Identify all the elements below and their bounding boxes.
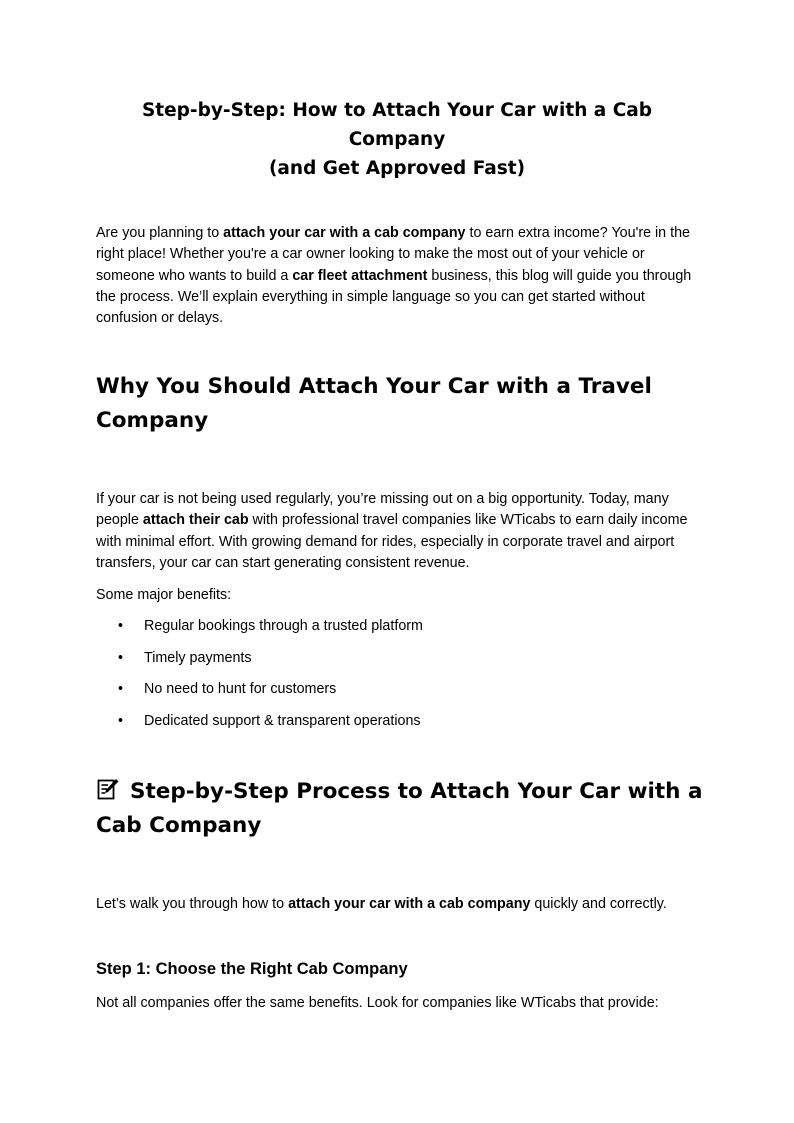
intro-paragraph (96, 223, 702, 329)
section-heading-step-process (96, 775, 706, 842)
walkthrough-text-2: quickly and correctly. (530, 896, 667, 912)
why-text-1: If your car is not being used regularly, you’re missing out on a big opportunity. Today, many people (96, 491, 669, 529)
why-bold-1: attach their cab (142, 512, 249, 529)
title-line-2: (and Get Approved Fast) (268, 158, 526, 179)
walkthrough-bold-1: attach your car with a cab company (288, 896, 531, 912)
list-item (96, 648, 423, 680)
document-title (96, 96, 698, 183)
bullet-icon: • (118, 712, 124, 729)
benefit-text: Timely payments (144, 649, 252, 666)
step-1-heading: Step 1: Choose the Right Cab Company (96, 960, 408, 978)
intro-text-2: to earn extra income? You're in the right place! Whether you're a car owner looking to make the most out of your vehicle or someone who wants to build a (96, 225, 690, 284)
list-item (96, 711, 423, 743)
intro-bold-2: car fleet attachment (292, 267, 428, 284)
section-heading-why-attach: Why You Should Attach Your Car with a Travel Company (96, 374, 652, 433)
intro-text-3: business, this blog will guide you through the process. We’ll explain everything in simple language so you can get started without confusion or delays. (96, 267, 692, 327)
step-1-text: Not all companies offer the same benefits. Look for companies like WTicabs that provide: (96, 995, 659, 1011)
walkthrough-text-1: Let’s walk you through how to (96, 896, 289, 912)
title-line-1: Step-by-Step: How to Attach Your Car with a Cab Company (141, 100, 653, 150)
step-process-heading-text: Step-by-Step Process to Attach Your Car with a Cab Company (96, 779, 703, 838)
why-text-2: with professional travel companies like WTicabs to earn daily income with minimal effort. With growing demand for rides, especially in corporate travel and airport transfers, your car can start generating consistent revenue. (96, 512, 688, 571)
list-item (96, 616, 423, 648)
benefits-intro: Some major benefits: (96, 587, 232, 603)
memo-icon (96, 777, 120, 801)
list-item (96, 679, 423, 711)
walkthrough-paragraph (96, 894, 702, 915)
benefit-text: Regular bookings through a trusted platform (144, 618, 423, 634)
benefits-list (96, 616, 423, 742)
intro-bold-1: attach your car with a cab company (223, 225, 466, 241)
benefit-text: No need to hunt for customers (144, 681, 337, 698)
bullet-icon: • (118, 681, 124, 698)
why-attach-paragraph (96, 489, 702, 574)
bullet-icon: • (118, 649, 124, 666)
benefit-text: Dedicated support & transparent operations (144, 712, 421, 729)
intro-text-1: Are you planning to (96, 225, 224, 241)
bullet-icon: • (118, 618, 124, 634)
